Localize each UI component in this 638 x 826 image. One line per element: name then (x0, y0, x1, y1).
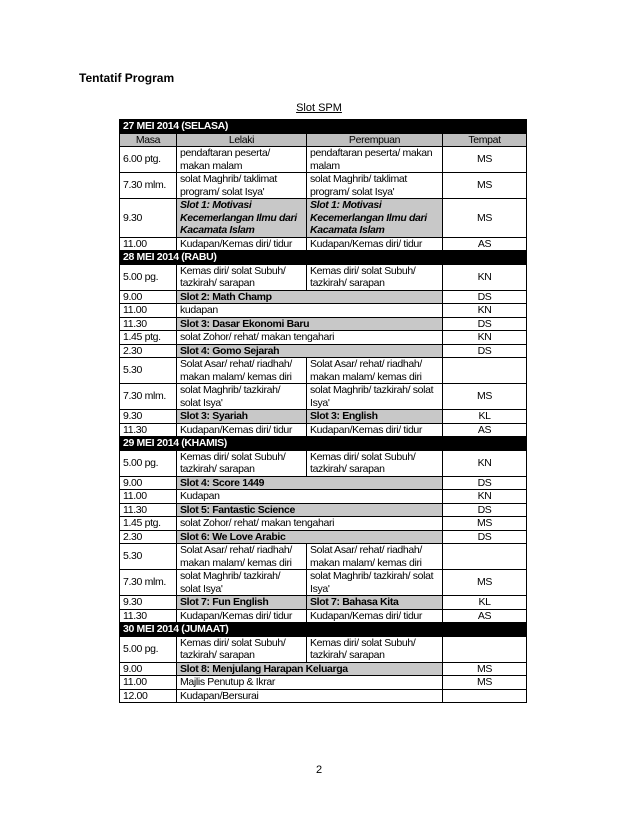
time-cell: 2.30 (120, 344, 177, 358)
cell-line: solat Isya' (180, 396, 223, 409)
venue-cell: KL (443, 596, 527, 610)
page-title: Tentatif Program (79, 71, 175, 85)
column-header-tempat: Tempat (443, 133, 527, 147)
cell-line: pendaftaran peserta/ (180, 147, 270, 159)
cell-line: solat Maghrib/ taklimat (310, 173, 407, 185)
cell-line: Slot 1: Motivasi (180, 199, 252, 211)
time-cell: 11.30 (120, 317, 177, 331)
table-caption: Slot SPM (296, 102, 342, 114)
schedule-row (120, 570, 527, 596)
cell-line: Kemas diri/ solat Subuh/ (310, 450, 416, 463)
activity-cell-perempuan: Slot 7: Bahasa Kita (307, 596, 443, 610)
venue-cell: DS (443, 344, 527, 358)
activity-cell-lelaki: Kudapan/Kemas diri/ tidur (177, 609, 307, 623)
schedule-row (120, 450, 527, 476)
activity-cell: Slot 5: Fantastic Science (177, 503, 443, 517)
activity-cell-lelaki (177, 384, 307, 410)
activity-cell: Slot 3: Dasar Ekonomi Baru (177, 317, 443, 331)
cell-line: Solat Asar/ rehat/ riadhah/ (180, 544, 292, 556)
schedule-row (120, 544, 527, 570)
venue-cell: DS (443, 317, 527, 331)
cell-line: Kecemerlangan Ilmu dari (180, 211, 297, 224)
time-cell: 9.00 (120, 290, 177, 304)
cell-line: Kecemerlangan Ilmu dari (310, 211, 427, 224)
venue-cell: MS (443, 570, 527, 596)
cell-line: Kemas diri/ solat Subuh/ (310, 636, 416, 649)
schedule-row (120, 264, 527, 290)
activity-cell-lelaki (177, 636, 307, 662)
column-header-perempuan: Perempuan (307, 133, 443, 147)
cell-line: Solat Asar/ rehat/ riadhah/ (180, 358, 292, 370)
page-number: 2 (315, 764, 323, 776)
time-cell: 9.30 (120, 199, 177, 238)
cell-line: tazkirah/ sarapan (310, 649, 385, 661)
day-label: 29 MEI 2014 (KHAMIS) (120, 437, 527, 451)
column-header-masa: Masa (120, 133, 177, 147)
venue-cell (443, 358, 527, 384)
cell-line: Kemas diri/ solat Subuh/ (180, 636, 286, 649)
cell-line: pendaftaran peserta/ makan (310, 147, 433, 159)
activity-cell-perempuan: Slot 3: English (307, 410, 443, 424)
activity-cell-perempuan: Kudapan/Kemas diri/ tidur (307, 237, 443, 251)
cell-line: program/ solat Isya' (180, 185, 265, 198)
cell-line: solat Maghrib/ tazkirah/ solat (310, 384, 434, 396)
venue-cell: MS (443, 517, 527, 531)
day-label: 27 MEI 2014 (SELASA) (120, 120, 527, 134)
cell-line: solat Maghrib/ tazkirah/ (180, 570, 281, 582)
time-cell: 11.30 (120, 609, 177, 623)
day-row (120, 437, 527, 451)
time-cell: 2.30 (120, 530, 177, 544)
venue-cell: AS (443, 237, 527, 251)
schedule-row (120, 344, 527, 358)
activity-cell: Slot 8: Menjulang Harapan Keluarga (177, 662, 443, 676)
activity-cell-perempuan (307, 264, 443, 290)
cell-line: Solat Asar/ rehat/ riadhah/ (310, 358, 422, 370)
time-cell: 11.00 (120, 490, 177, 504)
venue-cell: AS (443, 609, 527, 623)
cell-line: tazkirah/ sarapan (180, 649, 255, 661)
schedule-row (120, 662, 527, 676)
schedule-row (120, 689, 527, 703)
cell-line: makan malam/ kemas diri (310, 556, 422, 569)
time-cell: 11.30 (120, 423, 177, 437)
activity-cell-perempuan: Kudapan/Kemas diri/ tidur (307, 609, 443, 623)
cell-line: makan malam/ kemas diri (180, 370, 292, 383)
cell-line: solat Isya' (180, 582, 223, 595)
cell-line: makan malam/ kemas diri (310, 370, 422, 383)
schedule-table-body (120, 120, 527, 703)
day-row (120, 251, 527, 265)
schedule-row (120, 423, 527, 437)
venue-cell: MS (443, 384, 527, 410)
time-cell: 11.30 (120, 503, 177, 517)
time-cell: 11.00 (120, 304, 177, 318)
time-cell: 9.30 (120, 596, 177, 610)
venue-cell: KN (443, 264, 527, 290)
cell-line: Solat Asar/ rehat/ riadhah/ (310, 544, 422, 556)
schedule-row (120, 304, 527, 318)
schedule-row (120, 331, 527, 345)
column-header-lelaki: Lelaki (177, 133, 307, 147)
activity-cell: Slot 6: We Love Arabic (177, 530, 443, 544)
venue-cell: DS (443, 476, 527, 490)
venue-cell: KN (443, 304, 527, 318)
activity-cell-lelaki: Slot 3: Syariah (177, 410, 307, 424)
activity-cell-perempuan (307, 384, 443, 410)
cell-line: solat Maghrib/ taklimat (180, 173, 277, 185)
cell-line: solat Maghrib/ tazkirah/ solat (310, 570, 434, 582)
activity-cell: Majlis Penutup & Ikrar (177, 676, 443, 690)
time-cell: 7.30 mlm. (120, 570, 177, 596)
cell-line: Kemas diri/ solat Subuh/ (310, 264, 416, 277)
venue-cell: MS (443, 676, 527, 690)
activity-cell-lelaki (177, 264, 307, 290)
activity-cell: kudapan (177, 304, 443, 318)
cell-line: Slot 1: Motivasi (310, 199, 382, 211)
time-cell: 5.30 (120, 358, 177, 384)
day-row (120, 120, 527, 134)
activity-cell: Slot 4: Score 1449 (177, 476, 443, 490)
schedule-row (120, 173, 527, 199)
activity-cell-lelaki (177, 147, 307, 173)
activity-cell-lelaki (177, 199, 307, 238)
schedule-row (120, 596, 527, 610)
activity-cell: Kudapan/Bersurai (177, 689, 443, 703)
time-cell: 6.00 ptg. (120, 147, 177, 173)
activity-cell: Kudapan (177, 490, 443, 504)
cell-line: program/ solat Isya' (310, 185, 395, 198)
time-cell: 5.00 pg. (120, 264, 177, 290)
time-cell: 1.45 ptg. (120, 517, 177, 531)
time-cell: 5.00 pg. (120, 636, 177, 662)
cell-line: makan malam/ kemas diri (180, 556, 292, 569)
venue-cell: AS (443, 423, 527, 437)
activity-cell-perempuan (307, 450, 443, 476)
activity-cell-lelaki (177, 173, 307, 199)
time-cell: 12.00 (120, 689, 177, 703)
activity-cell: solat Zohor/ rehat/ makan tengahari (177, 331, 443, 345)
schedule-row (120, 609, 527, 623)
activity-cell-lelaki (177, 544, 307, 570)
cell-line: Kacamata Islam (310, 224, 385, 236)
day-row (120, 623, 527, 637)
activity-cell-lelaki: Slot 7: Fun English (177, 596, 307, 610)
cell-line: tazkirah/ sarapan (310, 277, 385, 289)
activity-cell-perempuan (307, 544, 443, 570)
venue-cell (443, 636, 527, 662)
activity-cell-lelaki (177, 450, 307, 476)
cell-line: Kemas diri/ solat Subuh/ (180, 264, 286, 277)
activity-cell: solat Zohor/ rehat/ makan tengahari (177, 517, 443, 531)
activity-cell-lelaki (177, 570, 307, 596)
activity-cell: Slot 4: Gomo Sejarah (177, 344, 443, 358)
activity-cell: Slot 2: Math Champ (177, 290, 443, 304)
schedule-row (120, 636, 527, 662)
venue-cell: MS (443, 199, 527, 238)
cell-line: Kemas diri/ solat Subuh/ (180, 450, 286, 463)
time-cell: 9.00 (120, 476, 177, 490)
activity-cell-perempuan (307, 199, 443, 238)
venue-cell: DS (443, 503, 527, 517)
time-cell: 5.00 pg. (120, 450, 177, 476)
schedule-row (120, 147, 527, 173)
venue-cell (443, 689, 527, 703)
cell-line: makan malam (180, 159, 243, 172)
venue-cell: DS (443, 290, 527, 304)
schedule-row (120, 490, 527, 504)
time-cell: 7.30 mlm. (120, 384, 177, 410)
cell-line: tazkirah/ sarapan (180, 277, 255, 289)
venue-cell: KN (443, 490, 527, 504)
cell-line: tazkirah/ sarapan (310, 463, 385, 475)
header-row (120, 133, 527, 147)
venue-cell: KN (443, 331, 527, 345)
schedule-row (120, 290, 527, 304)
cell-line: solat Maghrib/ tazkirah/ (180, 384, 281, 396)
schedule-row (120, 676, 527, 690)
schedule-row (120, 384, 527, 410)
activity-cell-lelaki (177, 358, 307, 384)
venue-cell: MS (443, 173, 527, 199)
schedule-row (120, 358, 527, 384)
time-cell: 11.00 (120, 676, 177, 690)
schedule-table (119, 119, 527, 703)
time-cell: 5.30 (120, 544, 177, 570)
venue-cell: MS (443, 147, 527, 173)
activity-cell-perempuan (307, 570, 443, 596)
schedule-row (120, 317, 527, 331)
activity-cell-perempuan (307, 173, 443, 199)
venue-cell (443, 544, 527, 570)
time-cell: 1.45 ptg. (120, 331, 177, 345)
schedule-row (120, 476, 527, 490)
schedule-row (120, 530, 527, 544)
cell-line: Isya' (310, 396, 330, 409)
activity-cell-perempuan: Kudapan/Kemas diri/ tidur (307, 423, 443, 437)
venue-cell: KN (443, 450, 527, 476)
activity-cell-perempuan (307, 358, 443, 384)
time-cell: 9.00 (120, 662, 177, 676)
schedule-row (120, 503, 527, 517)
activity-cell-perempuan (307, 636, 443, 662)
day-label: 28 MEI 2014 (RABU) (120, 251, 527, 265)
cell-line: malam (310, 159, 340, 172)
day-label: 30 MEI 2014 (JUMAAT) (120, 623, 527, 637)
time-cell: 9.30 (120, 410, 177, 424)
schedule-row (120, 199, 527, 238)
cell-line: Isya' (310, 582, 330, 595)
activity-cell-lelaki: Kudapan/Kemas diri/ tidur (177, 423, 307, 437)
cell-line: Kacamata Islam (180, 224, 255, 236)
activity-cell-perempuan (307, 147, 443, 173)
time-cell: 11.00 (120, 237, 177, 251)
venue-cell: KL (443, 410, 527, 424)
cell-line: tazkirah/ sarapan (180, 463, 255, 475)
venue-cell: MS (443, 662, 527, 676)
activity-cell-lelaki: Kudapan/Kemas diri/ tidur (177, 237, 307, 251)
venue-cell: DS (443, 530, 527, 544)
schedule-row (120, 237, 527, 251)
time-cell: 7.30 mlm. (120, 173, 177, 199)
schedule-row (120, 517, 527, 531)
schedule-row (120, 410, 527, 424)
